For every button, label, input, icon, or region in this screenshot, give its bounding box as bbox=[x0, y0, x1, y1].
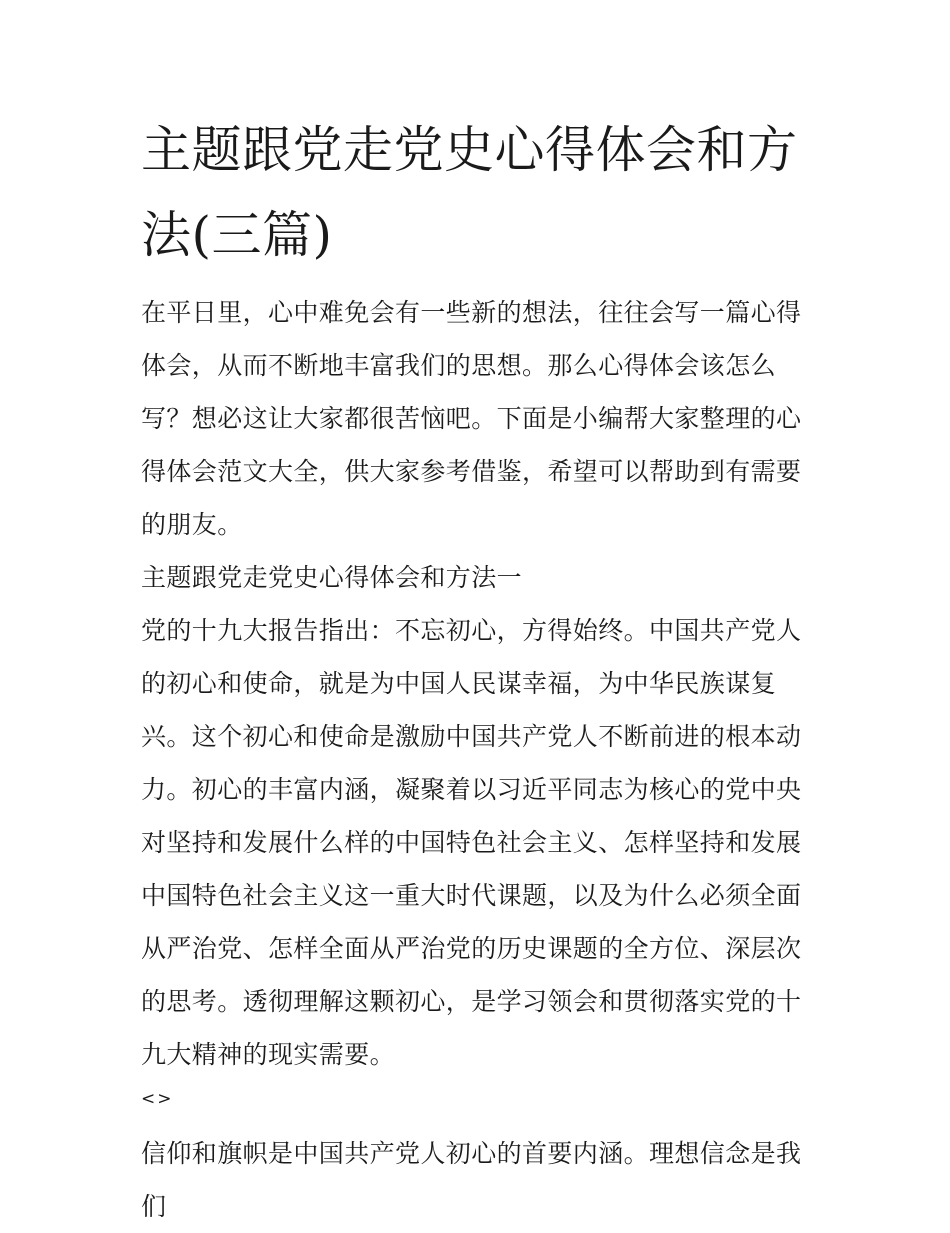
intro-paragraph: 在平日里，心中难免会有一些新的想法，往往会写一篇心得体会，从而不断地丰富我们的思想。那么心得体会该怎么写？想必这让大家都很苦恼吧。下面是小编帮大家整理的心得体会范文大全，供大家参考借鉴，希望可以帮助到有需要的朋友。 bbox=[141, 298, 802, 539]
section-heading: 主题跟党走党史心得体会和方法一 bbox=[141, 563, 523, 592]
document-title: 主题跟党走党史心得体会和方法(三篇) bbox=[141, 121, 798, 264]
body-paragraph-1: 党的十九大报告指出：不忘初心，方得始终。中国共产党人的初心和使命，就是为中国人民谋幸福，为中华民族谋复兴。这个初心和使命是激励中国共产党人不断前进的根本动力。初心的丰富内涵，凝聚着以习近平同志为核心的党中央对坚持和发展什么样的中国特色社会主义、怎样坚持和发展中国特色社会主义这一重大时代课题，以及为什么必须全面从严治党、怎样全面从严治党的历史课题的全方位、深层次的思考。透彻理解这颗初心，是学习领会和贯彻落实党的十九大精神的现实需要。 bbox=[141, 616, 802, 1069]
body-paragraph-2: 信仰和旗帜是中国共产党人初心的首要内涵。理想信念是我们 bbox=[141, 1139, 802, 1221]
document-content bbox=[141, 108, 821, 1233]
bracket-marker: <> bbox=[141, 1089, 174, 1109]
